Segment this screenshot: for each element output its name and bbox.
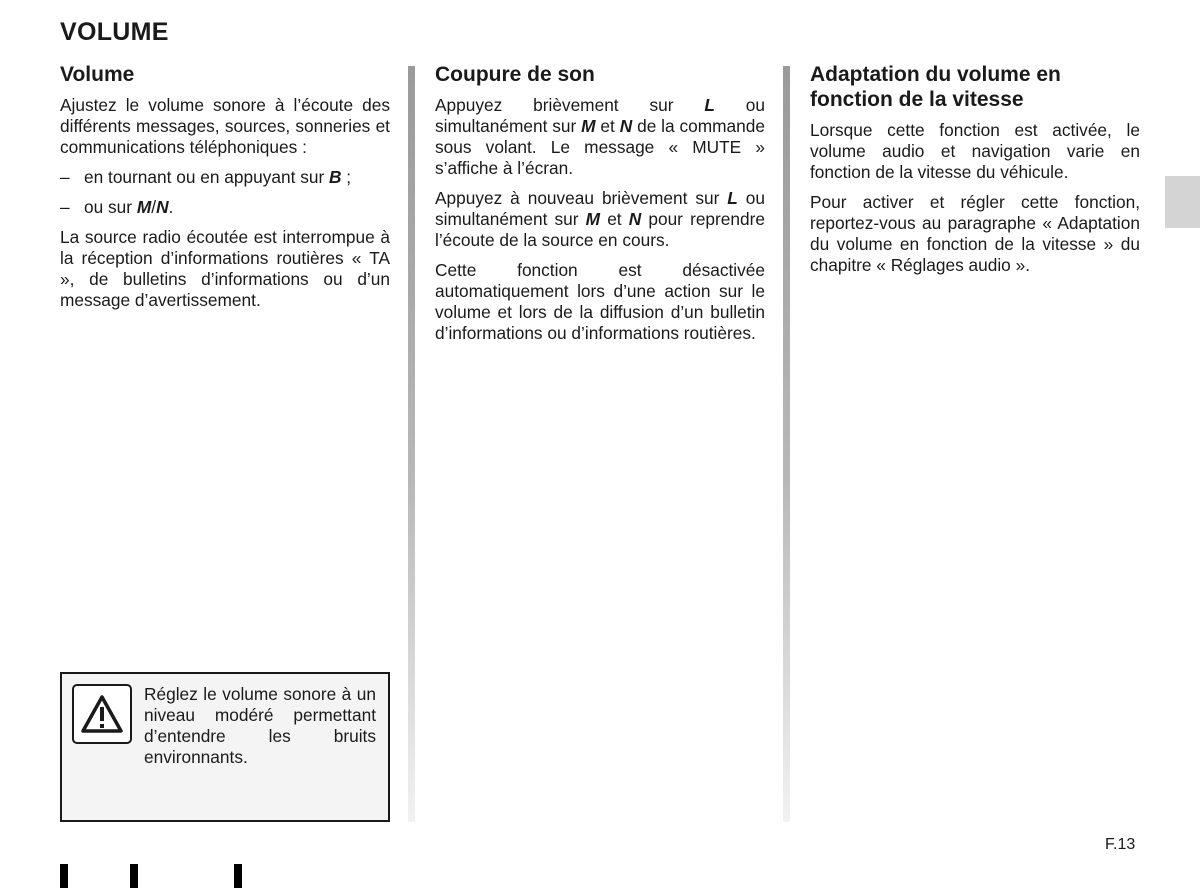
crop-mark (60, 864, 68, 888)
page-number: F.13 (1105, 836, 1136, 853)
column-speed-volume (810, 62, 1140, 285)
radio-interrupt-paragraph: La source radio écoutée est interrompue à la réception d’informations routières « TA », de bulletins d’informations ou d’un message d’avertissement. (60, 227, 390, 310)
text-segment: ou simultanément sur (435, 188, 765, 229)
control-key-label: L (727, 188, 738, 208)
list-dash: – (60, 167, 70, 187)
column-mute (435, 62, 765, 353)
section-heading-volume: Volume (60, 63, 135, 86)
speed-volume-paragraph-1: Lorsque cette fonction est activée, le volume audio et navigation varie en fonction de la vitesse du véhicule. (810, 120, 1140, 182)
control-key-label: B (329, 167, 342, 187)
volume-intro-paragraph: Ajustez le volume sonore à l’écoute des différents messages, sources, sonneries et communications téléphoniques : (60, 95, 390, 157)
column-divider-left (408, 66, 415, 822)
control-key-label: M (585, 209, 601, 229)
text-segment: Appuyez brièvement sur (435, 95, 705, 115)
control-key-label: N (628, 209, 642, 229)
text-segment: Appuyez à nouveau brièvement sur (435, 188, 728, 208)
list-item-end: . (168, 197, 174, 217)
list-item (60, 197, 390, 218)
warning-triangle-svg (80, 694, 124, 734)
control-key-label: L (704, 95, 715, 115)
text-segment: et (600, 209, 629, 229)
warning-triangle-icon (72, 684, 132, 744)
column-divider-right (783, 66, 790, 822)
page-title: VOLUME (60, 18, 169, 46)
control-key-label: M (581, 116, 596, 136)
text-segment: de la commande sous volant. Le message « MUTE » s’affiche à l’écran. (435, 116, 765, 178)
crop-mark (234, 864, 242, 888)
text-segment: et (595, 116, 620, 136)
warning-text: Réglez le volume sonore à un niveau modéré permettant d’entendre les bruits environnants. (144, 684, 376, 767)
list-dash: – (60, 197, 70, 217)
mute-paragraph-2 (435, 188, 765, 251)
list-item-end: ; (341, 167, 352, 187)
chapter-tab-marker (1165, 176, 1200, 228)
section-heading-speed-volume: Adaptation du volume en fonction de la vitesse (810, 63, 1061, 111)
crop-mark (130, 864, 138, 888)
key-separator: / (151, 197, 157, 217)
control-key-label: N (156, 197, 169, 217)
column-volume (60, 62, 390, 320)
speed-volume-paragraph-2: Pour activer et régler cette fonction, reportez-vous au paragraphe « Adaptation du volume en fonction de la vitesse » du chapitre « Réglages audio ». (810, 192, 1140, 275)
text-segment: ou simultanément sur (435, 95, 765, 136)
mute-paragraph-3: Cette fonction est désactivée automatiquement lors d’une action sur le volume et lors de la diffusion d’un bulletin d’informations ou d’informations routières. (435, 260, 765, 343)
list-item (60, 167, 390, 188)
control-key-label: M (136, 197, 152, 217)
control-key-label: N (619, 116, 633, 136)
warning-box (60, 672, 390, 822)
mute-paragraph-1 (435, 95, 765, 179)
list-item-text: ou sur (84, 197, 133, 217)
section-heading-mute: Coupure de son (435, 63, 595, 86)
list-item-text: en tournant ou en appuyant sur (84, 167, 325, 187)
text-segment: pour reprendre l’écoute de la source en cours. (435, 209, 765, 250)
